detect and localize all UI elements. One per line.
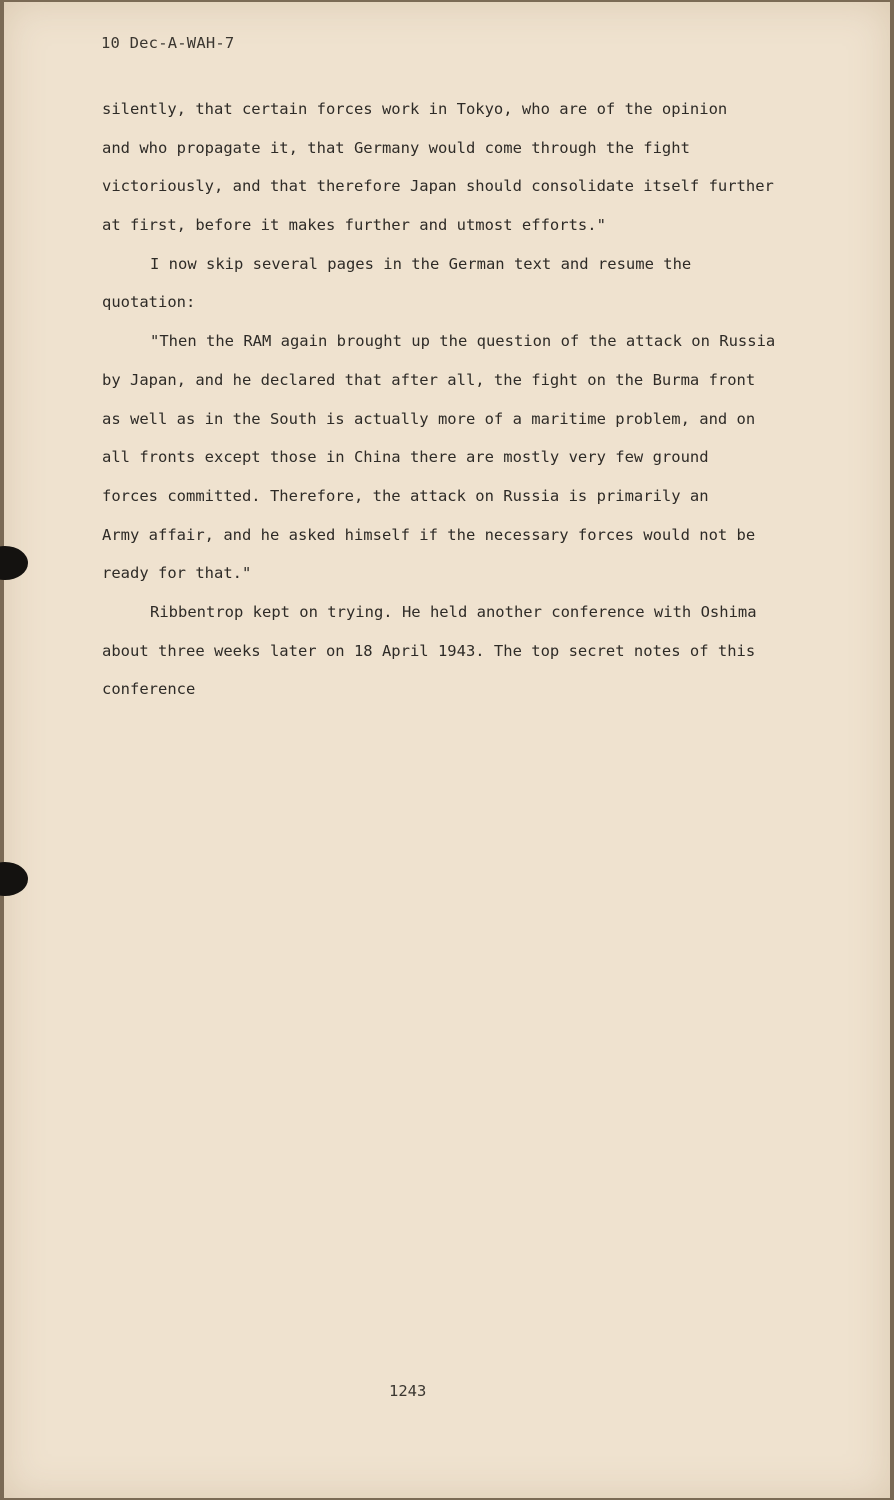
text-line: by Japan, and he declared that after all, the fight on the Burma front xyxy=(102,370,756,389)
text-line: as well as in the South is actually more of a maritime problem, and on xyxy=(102,409,756,428)
text-line: all fronts except those in China there are mostly very few ground xyxy=(102,448,709,467)
text-line: forces committed. Therefore, the attack on Russia is primarily an xyxy=(102,486,709,505)
text-line: quotation: xyxy=(102,293,196,312)
text-line: about three weeks later on 18 April 1943. The top secret notes of this xyxy=(102,641,756,660)
text-line: Ribbentrop kept on trying. He held another conference with Oshima xyxy=(150,602,757,621)
page-header: 10 Dec-A-WAH-7 xyxy=(101,34,235,52)
text-line: "Then the RAM again brought up the question of the attack on Russia xyxy=(150,332,776,351)
text-line: Army affair, and he asked himself if the necessary forces would not be xyxy=(102,525,756,544)
document-page xyxy=(4,2,890,1498)
transcript-body xyxy=(102,90,822,709)
punch-hole-top xyxy=(0,546,28,580)
text-line: conference xyxy=(102,680,196,699)
text-line: victoriously, and that therefore Japan should consolidate itself further xyxy=(102,177,774,196)
punch-hole-bottom xyxy=(0,862,28,896)
text-line: silently, that certain forces work in Tokyo, who are of the opinion xyxy=(102,100,728,118)
page-number: 1243 xyxy=(389,1382,427,1400)
text-line: and who propagate it, that Germany would come through the fight xyxy=(102,138,690,157)
text-line: at first, before it makes further and utmost efforts." xyxy=(102,216,606,235)
text-line: I now skip several pages in the German text and resume the xyxy=(150,254,692,273)
text-line: ready for that." xyxy=(102,564,252,583)
